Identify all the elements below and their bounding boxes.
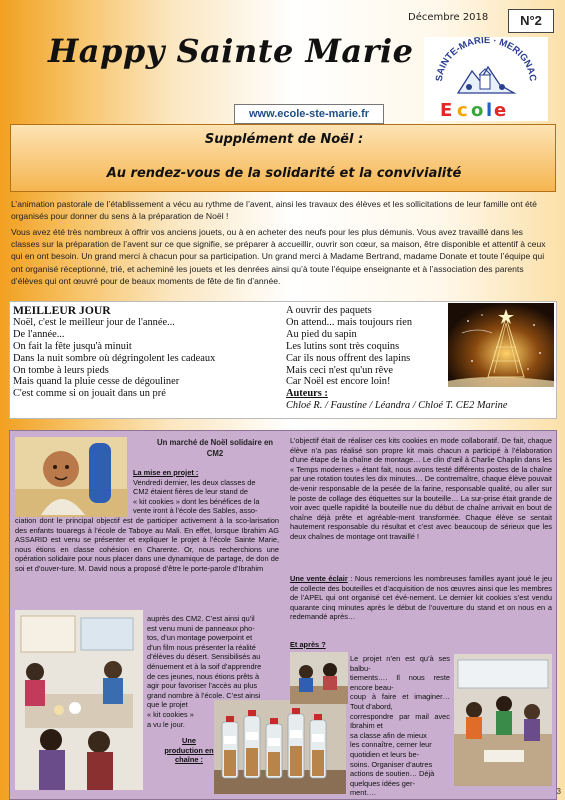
text-line: « kit cookies » — [147, 709, 194, 719]
text-line: de ces jeunes, nous étions prêts à — [147, 671, 260, 681]
apres-text-narrow — [350, 654, 450, 798]
article-apres-paragraph — [290, 640, 450, 650]
poem-line: De l'année... — [13, 328, 65, 340]
text-line: les connaître, cerner leur — [350, 740, 432, 750]
vente-text: : Nous remercions les nombreuses familles ayant joué le jeu de collecte des bouteilles et d’acquisition de nos œuvres ainsi que les membres de l’APEL qui ont organisé cet évé-nement. Le dernier kit cookies s’est vendu quarante cinq minutes après le début de l’ouverture du stand et on nous en a redemandé après… — [290, 574, 552, 622]
text-line: grand nombre à l’école. C’est ainsi — [147, 690, 261, 700]
text-line: production en — [164, 745, 214, 755]
poem-line: Au pied du sapin — [286, 328, 357, 340]
text-line: que le projet — [147, 700, 188, 710]
students-photo — [454, 654, 552, 786]
poem-line: Mais ceci n'est qu'un rêve — [286, 364, 394, 376]
text-line: auprès des CM2. C’est ainsi qu’il — [147, 614, 255, 623]
poem-authors: Chloé R. / Faustine / Léandra / Chloé T. CE2 Marine — [286, 400, 508, 412]
christmas-tree-image — [448, 303, 554, 387]
poem-line: Noël, c'est le meilleur jour de l'année... — [13, 316, 175, 328]
text-line: actions de soutien… Déjà — [350, 769, 435, 779]
text-line: tos, d’un montage powerpoint et — [147, 633, 253, 643]
classroom-photo — [15, 610, 143, 790]
poem-authors-label: Auteurs : — [286, 388, 328, 400]
sub-label-production — [164, 736, 214, 765]
text-line: d’élèves du désert. Sensibilisés au — [147, 652, 261, 662]
text-line: coup à faire et imaginer… Tout d’abord, — [350, 692, 450, 711]
text-line: Vendredi dernier, les deux classes de — [133, 477, 256, 487]
article-heading-line: Un marché de Noël solidaire en — [156, 438, 274, 447]
section-label-mise-en-projet: La mise en projet : — [133, 468, 199, 477]
bottles-photo — [214, 700, 346, 794]
issue-date: Décembre 2018 — [408, 12, 489, 23]
svg-text:E: E — [440, 100, 453, 121]
text-line: soins. Organiser d’autres — [350, 759, 433, 769]
page-number: 3 — [556, 787, 561, 796]
banner-heading: Supplément de Noël : — [204, 132, 364, 147]
article-body-1: ciation dont le principal objectif est de participer activement à la sco-larisation des enfants touaregs à l’école de Taboye au Mali. En effet, lorsque Ibrahim AG ASSARID est venu se présenter et expliquer le projet à l’école Sainte Marie, nous étions en classe cohésion en Charente. Or, nous recherchions une opération solidaire pour nous placer dans une dynamique de partage, de don de soi et d’ouver-ture. M. David nous a proposé d’être le porte-parole d’Ibrahim — [15, 516, 279, 573]
article-vente-paragraph — [290, 574, 552, 622]
text-line: d’un film nous présenter la réalité — [147, 642, 256, 652]
text-line: quotidien et leurs be- — [350, 749, 420, 759]
section-label-et-apres: Et après ? — [290, 640, 326, 649]
article-heading — [130, 437, 300, 459]
text-line: agir pour favoriser l’accès au plus — [147, 681, 258, 691]
text-line: correspondre par mail avec Ibrahim et — [350, 711, 450, 731]
text-line: Une — [182, 736, 196, 745]
text-line: « kit cookies » dont les bénéfices de la — [133, 496, 260, 506]
child-photo — [15, 437, 127, 517]
text-line: est venu muni de panneaux pho- — [147, 623, 255, 633]
intro-paragraph-2: Vous avez été très nombreux à offrir vos anciens jouets, ou à en acheter des neufs pour les plus démunis. Vous avez travaillé dans les classes sur la préparation de l’avent sur ce que signifie, se préparer à accueillir, ouvrir son cœur, sa maison, être disponible et attentif à ceux qui en ont besoin. Un grand merci à chacun pour sa participation. Un grand merci à Madame Bertrand, madame Donate et toute l’équipe qui ont organisé réceptionné, trié, et acheminé les jouets et les denrées ainsi qu’à toute l’équipe enseignante et à l’association des parents d’élèves qui ont œuvré pour de beaux moments de fête de fin d’année. — [11, 227, 546, 286]
poem-line: Car ils nous offrent des lapins — [286, 352, 411, 364]
svg-text:o: o — [471, 100, 484, 121]
article-narrow-text-1 — [133, 468, 279, 516]
poem-line: Car Noël est encore loin! — [286, 376, 391, 388]
logo-arc-text: SAINTE-MARIE · MERIGNAC — [433, 37, 539, 83]
banner-subheading: Au rendez-vous de la solidarité et la convivialité — [106, 166, 462, 181]
text-line: chaîne : — [175, 755, 203, 765]
svg-text:l: l — [486, 100, 493, 121]
svg-text:e: e — [494, 100, 507, 121]
svg-text:c: c — [457, 100, 468, 121]
poem-line: On fait la fête jusqu'à minuit — [13, 340, 132, 352]
website-link[interactable]: www.ecole-ste-marie.fr — [234, 104, 384, 124]
poem-line: A ouvrir des paquets — [286, 305, 372, 316]
text-line: a vu le jour. — [147, 719, 185, 729]
school-logo — [424, 37, 548, 121]
poem-line: Mais quand la pluie cesse de dégouliner — [13, 376, 180, 388]
poem-line: C'est comme si on jouait dans un pré — [13, 388, 166, 400]
newsletter-title: Happy Sainte Marie — [48, 32, 414, 70]
students-photo-small — [290, 652, 348, 704]
poem-line: On attend... mais toujours rien — [286, 316, 413, 328]
poem-line: On tombe à leurs pieds — [13, 364, 109, 376]
article-right-body: L’objectif était de réaliser ces kits cookies en mode collaboratif. De fait, chaque élève n’a pas réalisé son propre kit mais chacun a participé à l’élaboration d’une étape de la chaîne de montage… Le clin d’œil à Charlie Chaplin dans les « Temps modernes » étant fait, nous avons testé différents postes de la chaîne par une rotation toutes les dix minutes… De contremaître, chaque élève pouvait de-venir responsable de la pesée de la farine, responsable qualité, ou aller sur le poste de collage des étiquettes sur la bouteille… La sur-prise était grande de voir avec quelle rapidité la bouteille nue du début de chaîne arrivait en bout de chaîne déjà prête et agréable-ment transformée. Chaque élève se sentait hautement responsable du résultat et c’est avec beaucoup de sérieux que les deux chaînes de montage ont travaillé ! — [290, 436, 552, 541]
text-line: tiements…. Il nous reste encore beau- — [350, 673, 450, 692]
text-line: vente iront à l’école des Sables, asso- — [133, 506, 258, 516]
text-line: CM2 étaient fières de leur stand de — [133, 487, 249, 497]
logo-emblem-icon — [458, 67, 514, 93]
issue-number: N°2 — [508, 9, 554, 33]
text-line: quelques idées ger- — [350, 778, 415, 788]
intro-paragraph-1: L’animation pastorale de l’établissement a vécu au rythme de l’avent, ainsi les travaux des élèves et les sollicitations de leur famille ont été organisés pour donner du sens à la préparation de Noël ! — [11, 199, 537, 222]
text-line: dénuement et à la soif d’apprendre — [147, 661, 262, 671]
text-line: ment…. — [350, 788, 376, 798]
section-label-vente-eclair: Une vente éclair — [290, 574, 348, 583]
poem-title: MEILLEUR JOUR — [13, 304, 111, 317]
supplement-banner — [10, 124, 556, 192]
article-heading-line: CM2 — [206, 449, 224, 458]
text-line: sa classe afin de mieux — [350, 730, 427, 740]
poem-line: Dans la nuit sombre où dégringolent les cadeaux — [13, 352, 216, 364]
poem-line: Les lutins sont très coquins — [286, 340, 400, 352]
text-line: Le projet n’en est qu’à ses balbu- — [350, 654, 450, 673]
poem-left-column — [13, 305, 278, 400]
